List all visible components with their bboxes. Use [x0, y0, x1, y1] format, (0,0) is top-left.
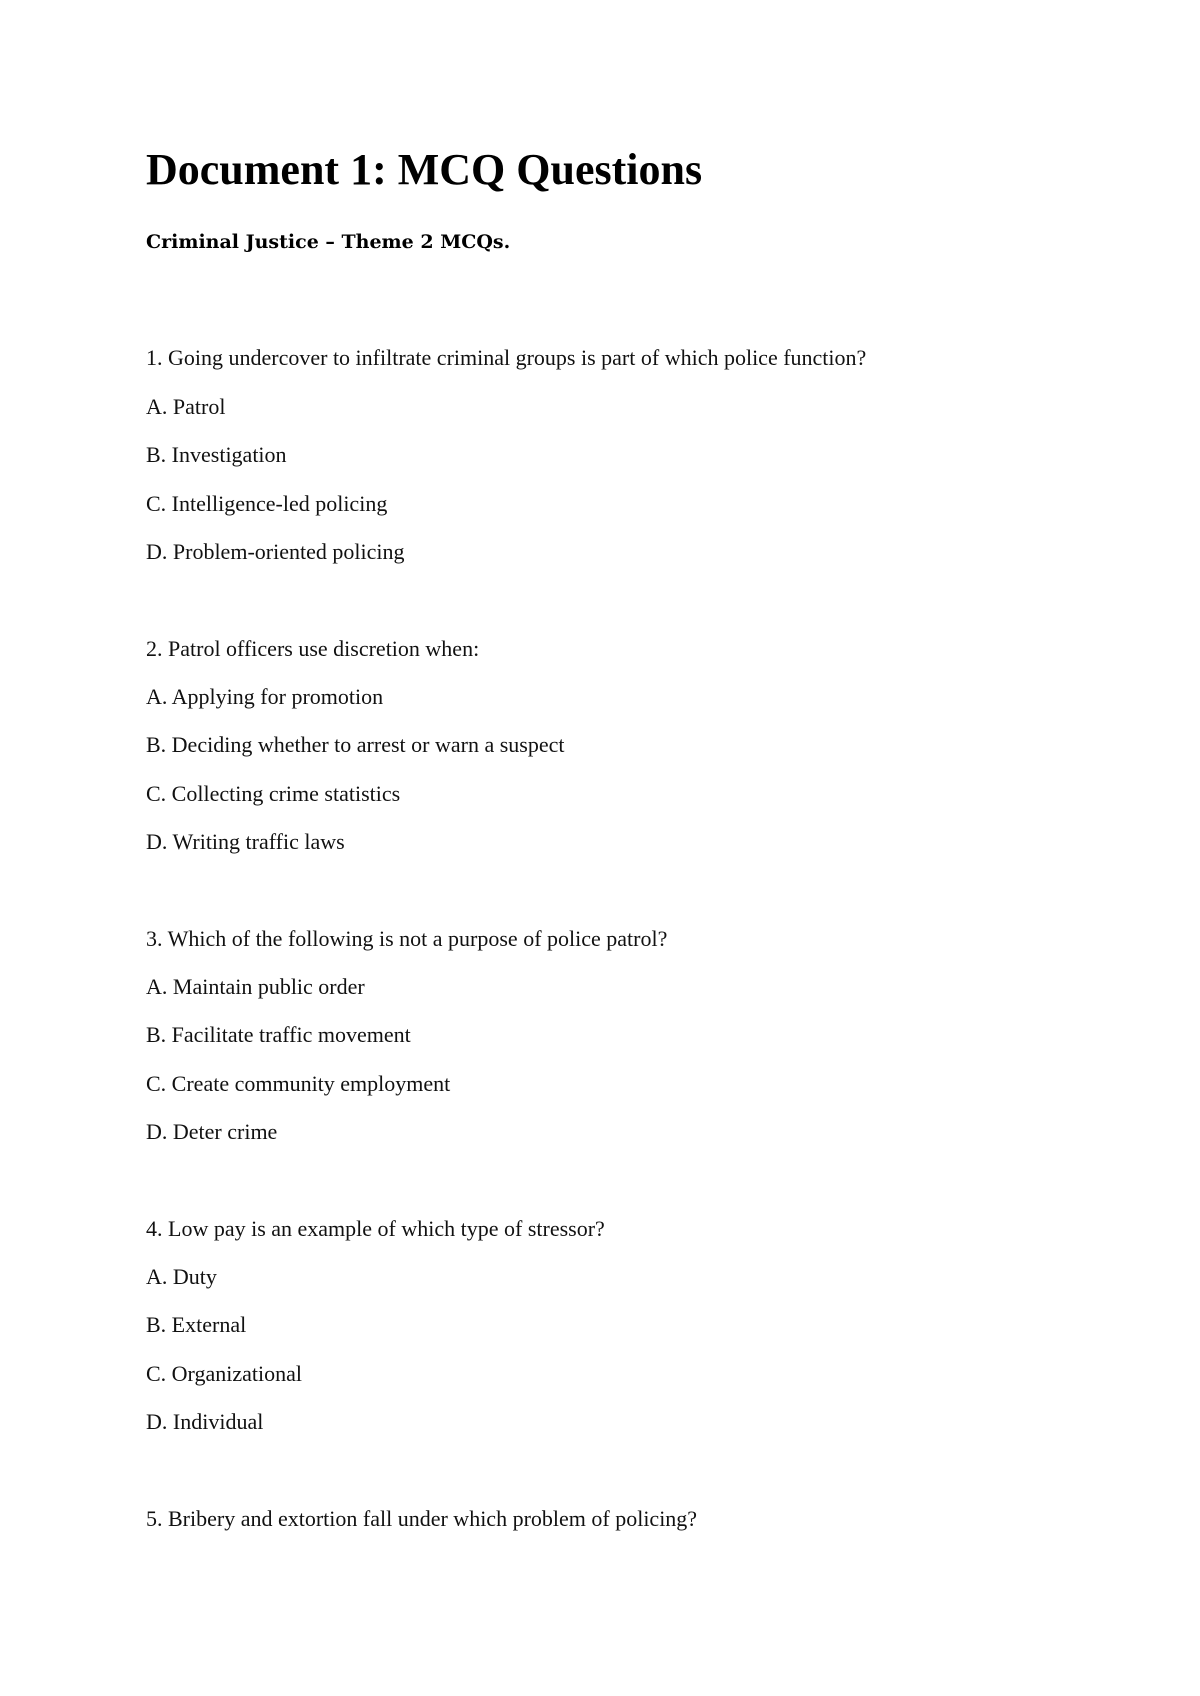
answer-option: C. Create community employment — [146, 1071, 451, 1096]
answer-option: B. Deciding whether to arrest or warn a suspect — [146, 732, 565, 757]
question-text: 2. Patrol officers use discretion when: — [146, 636, 480, 661]
document-subtitle: Criminal Justice – Theme 2 MCQs. — [146, 231, 511, 253]
answer-option: A. Maintain public order — [146, 974, 365, 999]
answer-option: C. Organizational — [146, 1361, 302, 1386]
question-text: 1. Going undercover to infiltrate criminal groups is part of which police function? — [146, 345, 867, 370]
answer-option: D. Problem-oriented policing — [146, 539, 405, 564]
question-text: 5. Bribery and extortion fall under which problem of policing? — [146, 1506, 698, 1531]
document-title: Document 1: MCQ Questions — [146, 145, 703, 194]
answer-option: D. Writing traffic laws — [146, 829, 345, 854]
answer-option: B. External — [146, 1312, 247, 1337]
question-text: 3. Which of the following is not a purpose of police patrol? — [146, 926, 668, 951]
question-text: 4. Low pay is an example of which type of stressor? — [146, 1216, 605, 1241]
answer-option: D. Individual — [146, 1409, 264, 1434]
answer-option: C. Collecting crime statistics — [146, 781, 401, 806]
answer-option: C. Intelligence-led policing — [146, 491, 388, 516]
answer-option: A. Duty — [146, 1264, 217, 1289]
answer-option: A. Patrol — [146, 394, 226, 419]
answer-option: B. Investigation — [146, 442, 287, 467]
answer-option: D. Deter crime — [146, 1119, 278, 1144]
answer-option: A. Applying for promotion — [146, 684, 384, 709]
answer-option: B. Facilitate traffic movement — [146, 1022, 411, 1047]
